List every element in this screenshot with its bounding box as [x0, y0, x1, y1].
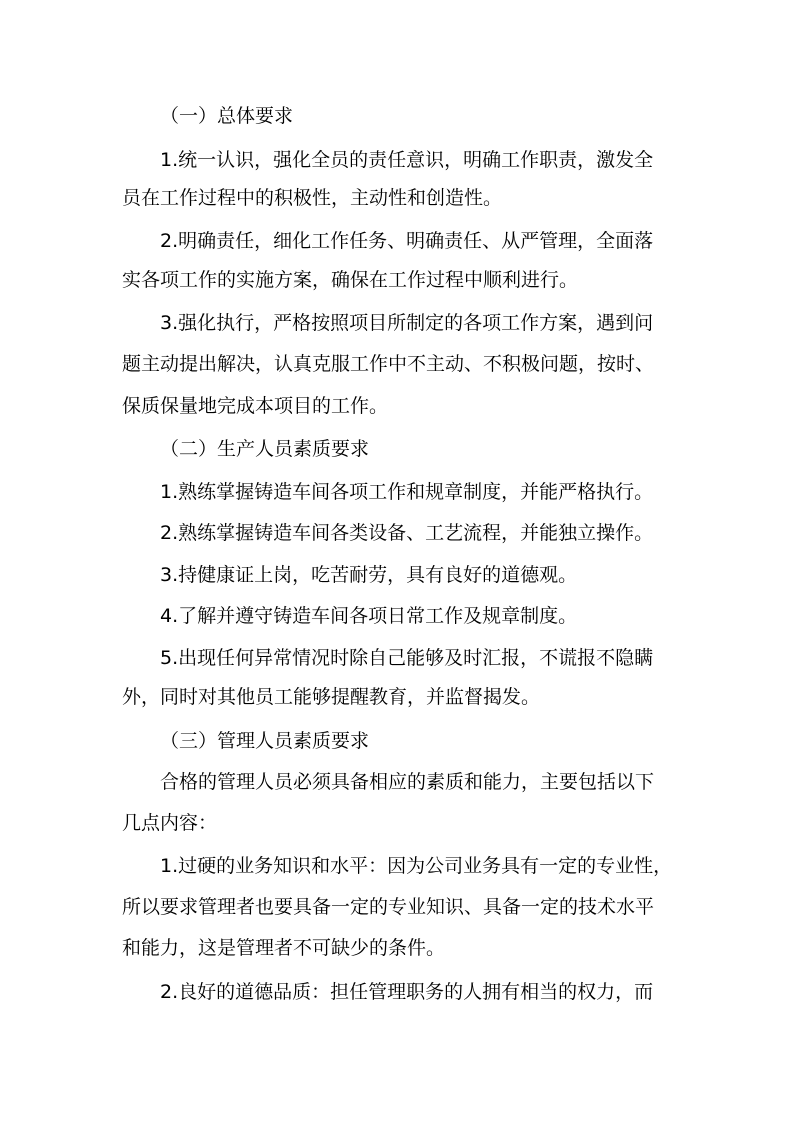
- paragraph-line: 5.出现任何异常情况时除自己能够及时汇报，不谎报不隐瞒: [160, 647, 654, 669]
- paragraph-line: 合格的管理人员必须具备相应的素质和能力，主要包括以下: [160, 771, 655, 793]
- paragraph-line: 2.明确责任，细化工作任务、明确责任、从严管理，全面落: [160, 230, 654, 252]
- paragraph-line: 所以要求管理者也要具备一定的专业知识、具备一定的技术水平: [122, 896, 655, 918]
- paragraph-line: 2.良好的道德品质：担任管理职务的人拥有相当的权力，而: [160, 981, 654, 1003]
- paragraph-line: 几点内容：: [122, 812, 218, 834]
- section-heading: （二）生产人员素质要求: [160, 438, 370, 460]
- paragraph-line: 1.统一认识，强化全员的责任意识，明确工作职责，激发全: [160, 149, 654, 171]
- paragraph-line: 员在工作过程中的积极性，主动性和创造性。: [122, 187, 503, 209]
- paragraph-line: 题主动提出解决，认真克服工作中不主动、不积极问题，按时、: [122, 353, 655, 375]
- paragraph-line: 外，同时对其他员工能够提醒教育，并监督揭发。: [122, 686, 541, 708]
- paragraph-line: 实各项工作的实施方案，确保在工作过程中顺利进行。: [122, 269, 579, 291]
- paragraph-line: 3.持健康证上岗，吃苦耐劳，具有良好的道德观。: [160, 564, 578, 586]
- paragraph-line: 2.熟练掌握铸造车间各类设备、工艺流程，并能独立操作。: [160, 522, 654, 544]
- paragraph-line: 4.了解并遵守铸造车间各项日常工作及规章制度。: [160, 605, 578, 627]
- paragraph-line: 和能力，这是管理者不可缺少的条件。: [122, 937, 446, 959]
- paragraph-line: 1.熟练掌握铸造车间各项工作和规章制度，并能严格执行。: [160, 481, 654, 503]
- paragraph-line: 3.强化执行，严格按照项目所制定的各项工作方案，遇到问: [160, 312, 654, 334]
- paragraph-line: 1.过硬的业务知识和水平：因为公司业务具有一定的专业性，: [160, 855, 673, 877]
- paragraph-line: 保质保量地完成本项目的工作。: [122, 395, 389, 417]
- section-heading: （三）管理人员素质要求: [160, 730, 370, 752]
- section-heading: （一）总体要求: [160, 105, 294, 127]
